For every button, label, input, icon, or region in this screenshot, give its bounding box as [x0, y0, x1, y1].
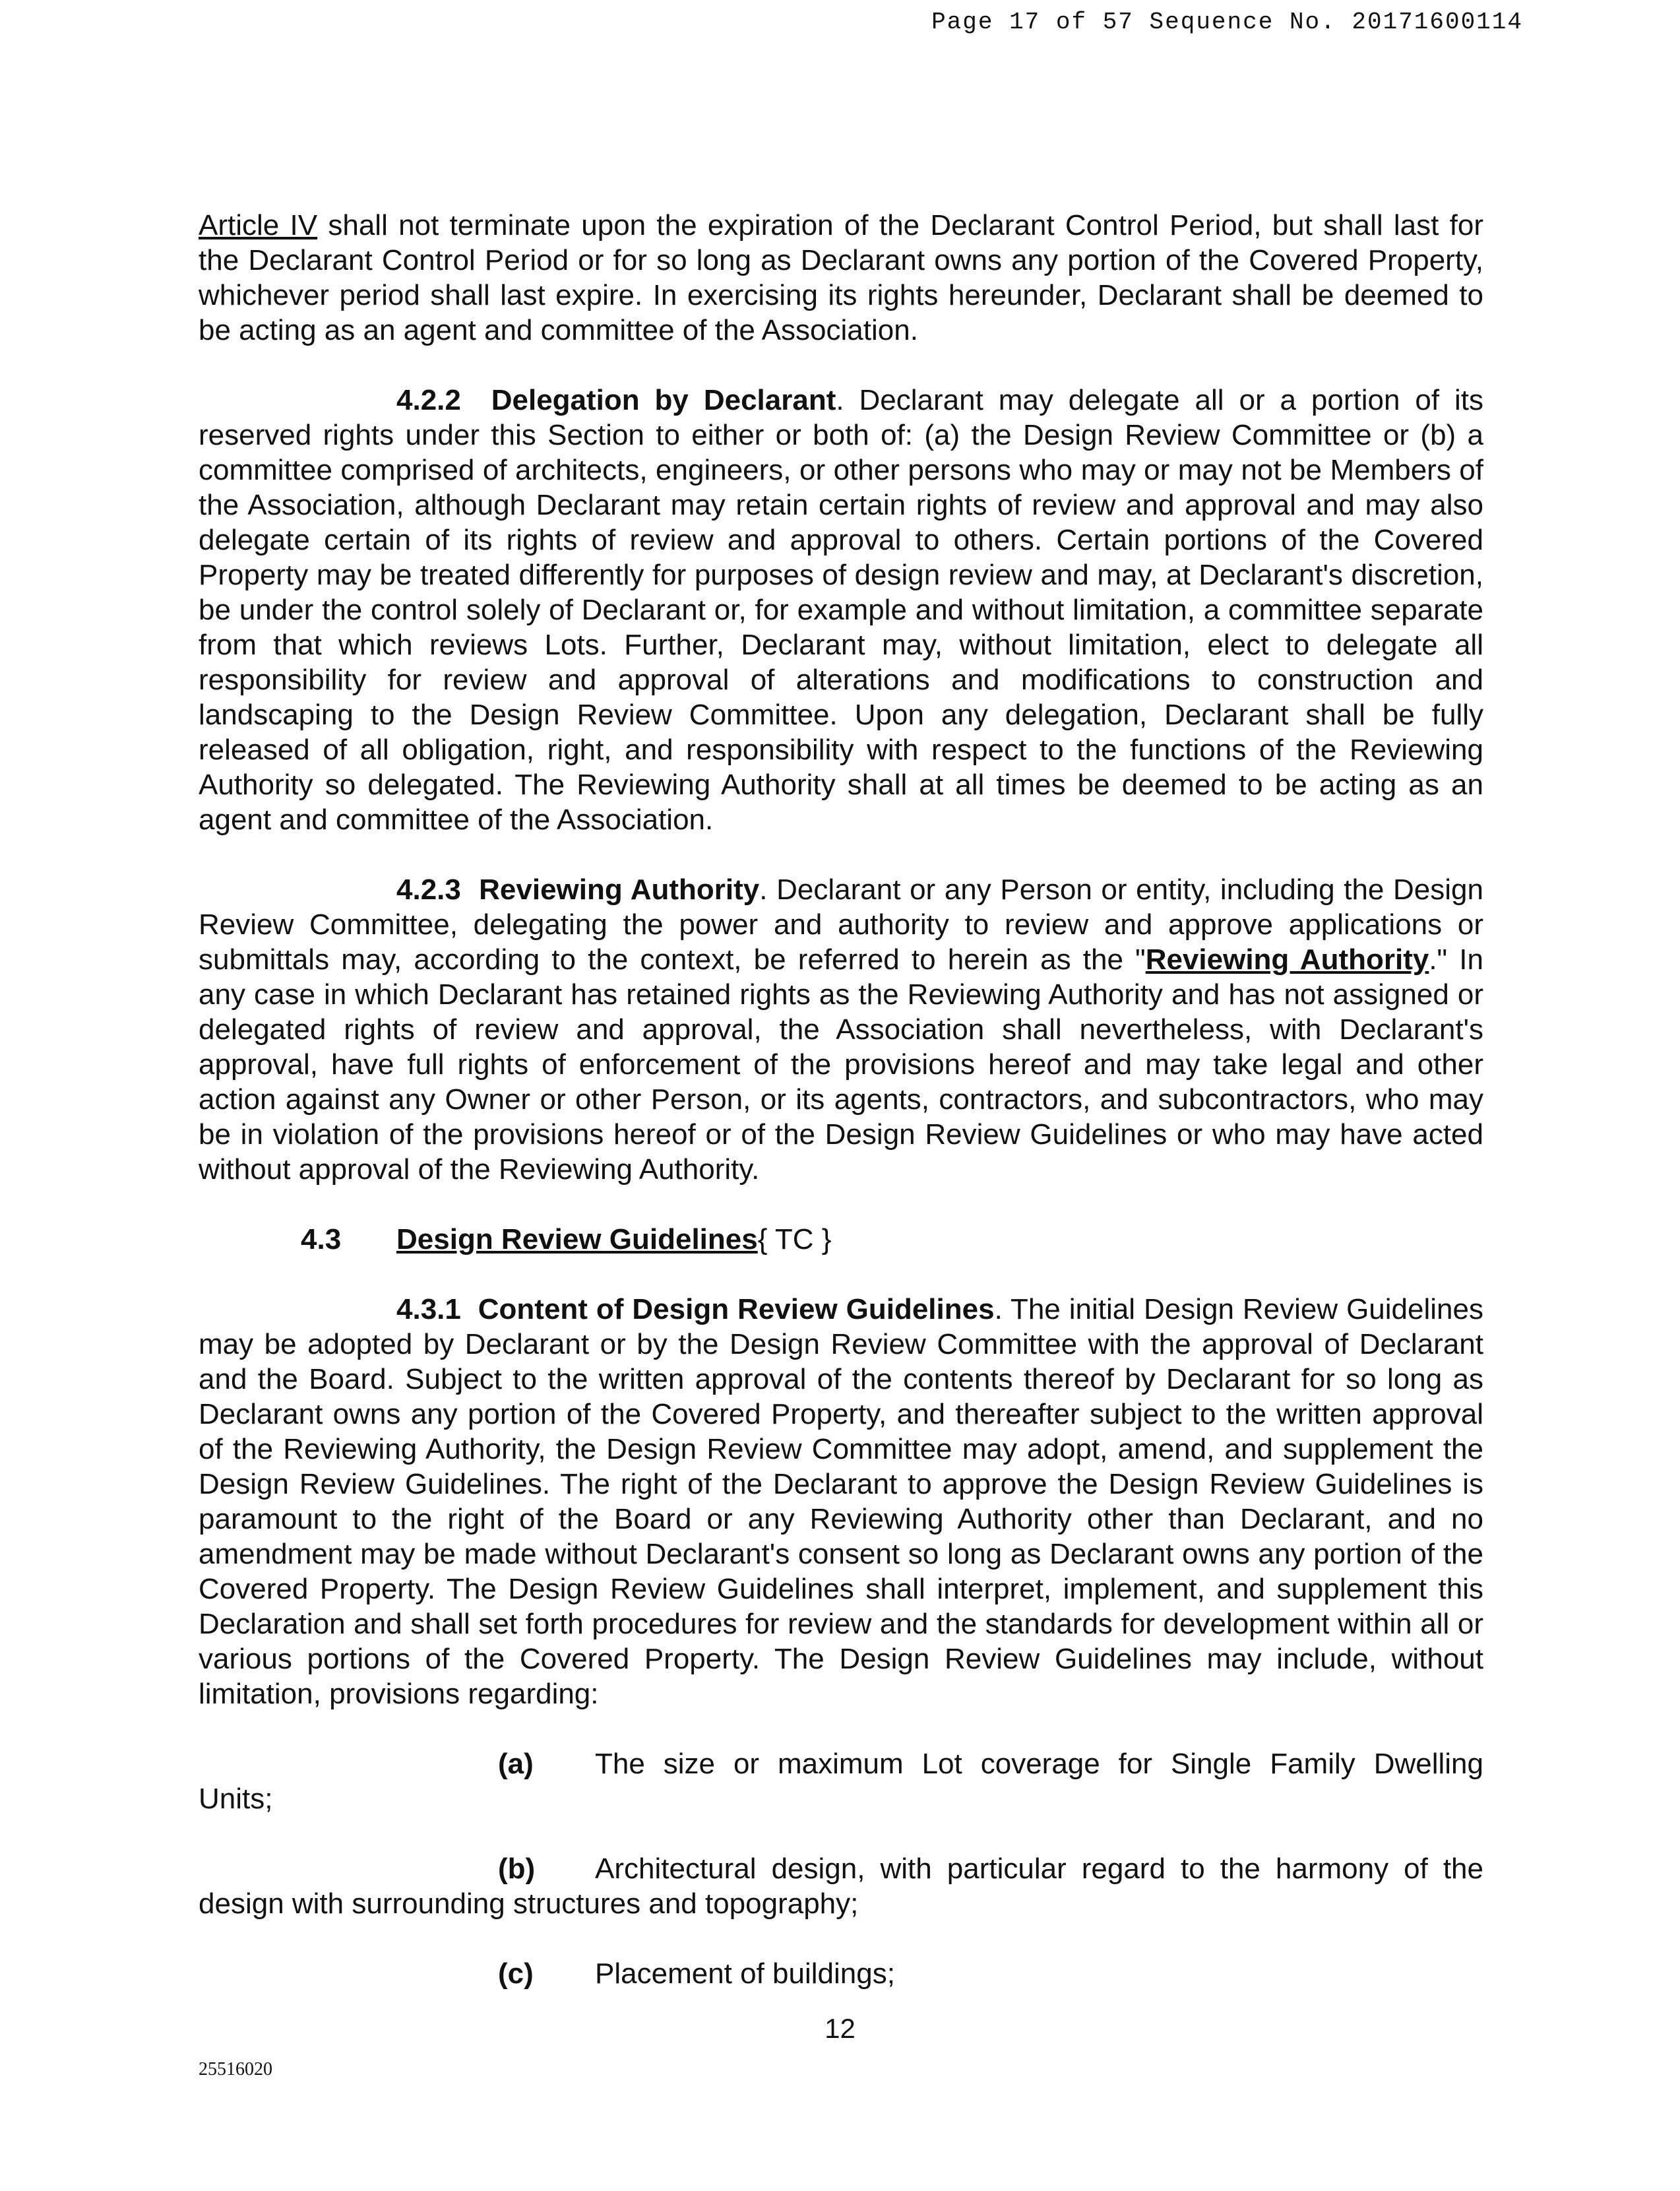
section-4-3-1-number: 4.3.1 — [396, 1293, 461, 1325]
document-body — [199, 208, 1483, 2026]
list-item-c-label: (c) — [498, 1957, 534, 1990]
section-4-2-3-number: 4.2.3 — [396, 873, 461, 906]
list-item-b — [199, 1851, 1483, 1921]
list-item-b-line1: Architectural design, with particular regard to the harmony of the — [595, 1853, 1483, 1885]
page-number: 12 — [824, 2013, 856, 2044]
section-4-3-title-wrap — [396, 1222, 831, 1257]
section-4-3-1-text: . The initial Design Review Guidelines may be adopted by Declarant or by the Design Review Committee with the approval of Declarant and the Board. Subject to the written approval of the contents thereof by Declarant for so long as Declarant owns any portion of the Covered Property, and thereafter subject to the written approval of the Reviewing Authority, the Design Review Committee may adopt, amend, and supplement the Design Review Guidelines. The right of the Declarant to approve the Design Review Guidelines is paramount to the right of the Board or any Reviewing Authority other than Declarant, and no amendment may be made without Declarant's consent so long as Declarant owns any portion of the Covered Property. The Design Review Guidelines shall interpret, implement, and supplement this Declaration and shall set forth procedures for review and the standards for development within all or various portions of the Covered Property. The Design Review Guidelines may include, without limitation, provisions regarding: — [199, 1293, 1483, 1710]
page-header: Page 17 of 57 Sequence No. 20171600114 — [931, 9, 1523, 36]
section-4-3-heading — [199, 1222, 1483, 1257]
continuation-paragraph — [199, 208, 1483, 348]
toc-field-code: { TC } — [757, 1223, 832, 1255]
document-id: 25516020 — [199, 2059, 272, 2080]
list-item-a-line1: The size or maximum Lot coverage for Single Family Dwelling — [595, 1748, 1483, 1780]
section-4-2-2-text: . Declarant may delegate all or a portion of its reserved rights under this Section to either or both of: (a) the Design Review Committee or (b) a committee comprised of architects, engineers, or other persons who may or may not be Members of the Association, although Declarant may retain certain rights of review and approval and may also delegate certain of its rights of review and approval to others. Certain portions of the Covered Property may be treated differently for purposes of design review and may, at Declarant's discretion, be under the control solely of Declarant or, for example and without limitation, a committee separate from that which reviews Lots. Further, Declarant may, without limitation, elect to delegate all responsibility for review and approval of alterations and modifications to construction and landscaping to the Design Review Committee. Upon any delegation, Declarant shall be fully released of all obligation, right, and responsibility with respect to the functions of the Reviewing Authority so delegated. The Reviewing Authority shall at all times be deemed to be acting as an agent and committee of the Association. — [199, 384, 1483, 836]
list-item-a — [199, 1746, 1483, 1816]
list-item-b-line2: design with surrounding structures and topography; — [199, 1888, 859, 1920]
list-item-a-line2: Units; — [199, 1783, 273, 1815]
section-4-2-2 — [199, 383, 1483, 837]
list-item-a-label: (a) — [498, 1748, 534, 1780]
section-4-2-3 — [199, 872, 1483, 1187]
section-4-2-3-text-after: ." In any case in which Declarant has retained rights as the Reviewing Authority and has not assigned or delegated rights of review and approval, the Association shall nevertheless, with Declarant's approval, have full rights of enforcement of the provisions hereof and may take legal and other action against any Owner or other Person, or its agents, contractors, and subcontractors, who may be in violation of the provisions hereof or of the Design Review Guidelines or who may have acted without approval of the Reviewing Authority. — [199, 943, 1483, 1186]
defined-term-reviewing-authority: Reviewing Authority — [1145, 943, 1429, 976]
list-item-b-label: (b) — [498, 1853, 536, 1885]
section-4-2-2-title: Delegation by Declarant — [491, 384, 836, 416]
list-item-c-line1: Placement of buildings; — [595, 1957, 895, 1990]
section-4-3-1 — [199, 1292, 1483, 1711]
continuation-text: shall not terminate upon the expiration of the Declarant Control Period, but shall last for the Declarant Control Period or for so long as Declarant owns any portion of the Covered Property, whichever period shall last expire. In exercising its rights hereunder, Declarant shall be deemed to be acting as an agent and committee of the Association. — [199, 209, 1483, 346]
section-4-2-2-number: 4.2.2 — [396, 384, 461, 416]
section-4-2-3-text-before: . Declarant or any Person or entity, including the Design Review Committee, delegating the power and authority to review and approve applications or submittals may, according to the context, be referred to herein as the " — [199, 873, 1483, 976]
section-4-3-number: 4.3 — [301, 1223, 342, 1255]
section-4-2-3-title: Reviewing Authority — [479, 873, 760, 906]
list-item-c — [199, 1956, 1483, 1991]
section-4-3-1-title: Content of Design Review Guidelines — [478, 1293, 995, 1325]
section-4-3-title: Design Review Guidelines — [396, 1223, 758, 1255]
article-reference: Article IV — [199, 209, 318, 241]
